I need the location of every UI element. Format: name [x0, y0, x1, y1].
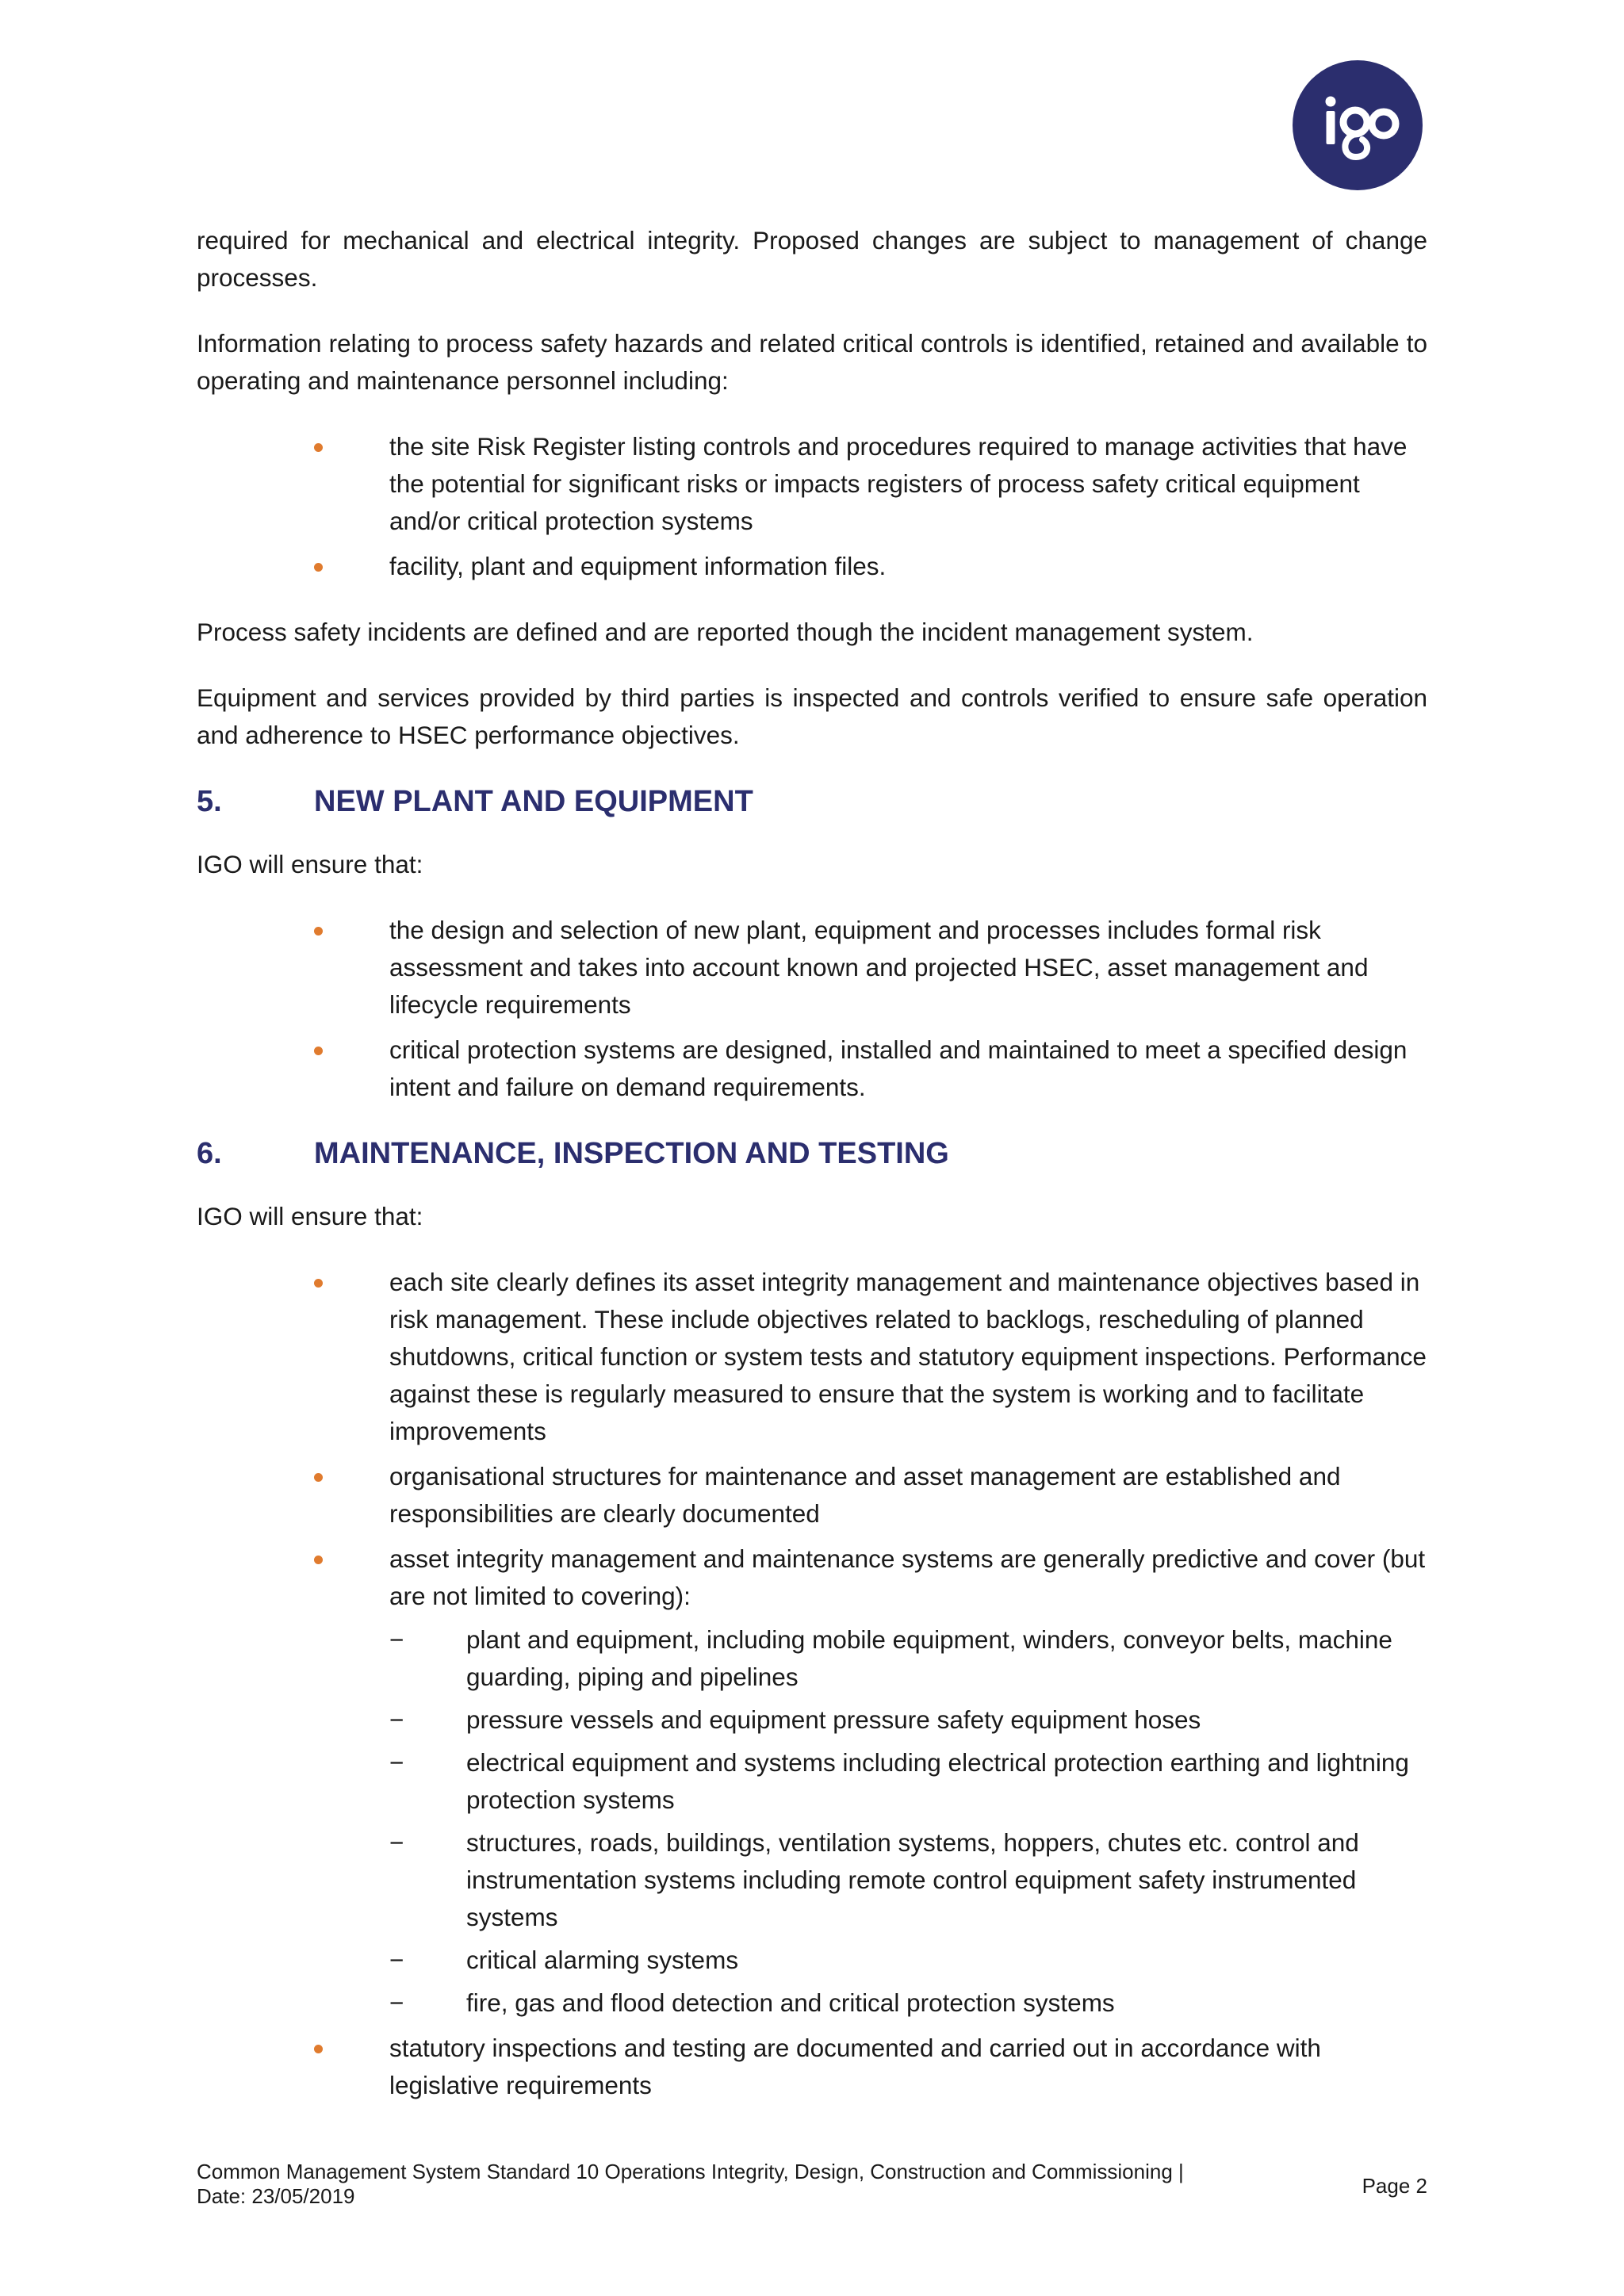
list-item — [197, 2030, 1427, 2104]
list-item-text: the site Risk Register listing controls and procedures required to manage activities that have the potential for significant risks or impacts registers of process safety critical equipment and/or critical protection systems — [389, 432, 1408, 535]
footer-document-info — [197, 2160, 1291, 2209]
list-item-text: asset integrity management and maintenance systems are generally predictive and cover (but are not limited to covering): — [389, 1544, 1426, 1610]
page-footer — [197, 2160, 1427, 2209]
section-5-lead: IGO will ensure that: — [197, 850, 423, 878]
bullet-icon — [314, 563, 323, 572]
list-item — [197, 1031, 1427, 1106]
list-item — [197, 1540, 1427, 2022]
dash-icon: − — [389, 1946, 404, 1974]
list-item-text: organisational structures for maintenance and asset management are established and responsibilities are clearly documented — [389, 1462, 1341, 1528]
bullet-icon — [314, 1047, 323, 1055]
list-item-text: facility, plant and equipment information files. — [389, 552, 887, 580]
sub-list-item — [389, 1824, 1427, 1936]
bullet-icon — [314, 1556, 323, 1564]
section-number: 5. — [197, 785, 222, 818]
bullet-icon — [314, 927, 323, 936]
bullet-icon — [314, 1279, 323, 1288]
section-6-bullet-list — [197, 1264, 1427, 2104]
sub-item-list — [389, 1621, 1427, 2022]
sub-list-item — [389, 1984, 1427, 2022]
list-item — [197, 548, 1427, 585]
dash-icon: − — [389, 1625, 404, 1654]
bullet-icon — [314, 2045, 323, 2053]
bullet-icon — [314, 443, 323, 452]
dash-icon: − — [389, 1748, 404, 1777]
list-item — [197, 1458, 1427, 1533]
igo-logo-mark — [1310, 78, 1405, 173]
section-6-lead: IGO will ensure that: — [197, 1202, 423, 1230]
dash-icon: − — [389, 1988, 404, 2017]
sub-item-text: fire, gas and flood detection and critical protection systems — [466, 1988, 1115, 2017]
bullet-icon — [314, 1473, 323, 1482]
intro-paragraph-2: Information relating to process safety hazards and related critical controls is identified, retained and available to operating and maintenance personnel including: — [197, 329, 1427, 395]
list-item-text: the design and selection of new plant, equipment and processes includes formal risk assessment and takes into account known and projected HSEC, asset management and lifecycle requirements — [389, 916, 1369, 1019]
igo-logo — [1293, 60, 1423, 190]
sub-list-item — [389, 1942, 1427, 1979]
page-number: Page 2 — [1362, 2174, 1427, 2198]
list-item — [197, 428, 1427, 540]
sub-item-text: plant and equipment, including mobile equipment, winders, conveyor belts, machine guarding, piping and pipelines — [466, 1625, 1392, 1691]
info-bullet-list — [197, 428, 1427, 585]
dash-icon: − — [389, 1705, 404, 1734]
section-5-heading — [197, 783, 1427, 821]
sub-item-text: structures, roads, buildings, ventilation systems, hoppers, chutes etc. control and instrumentation systems including remote control equipment safety instrumented systems — [466, 1828, 1359, 1931]
list-item-text: statutory inspections and testing are documented and carried out in accordance with legislative requirements — [389, 2034, 1321, 2099]
sub-item-text: electrical equipment and systems including electrical protection earthing and lightning protection systems — [466, 1748, 1409, 1814]
third-parties-paragraph: Equipment and services provided by third parties is inspected and controls verified to ensure safe operation and adherence to HSEC performance objectives. — [197, 683, 1427, 749]
section-6-heading — [197, 1135, 1427, 1173]
sub-item-text: pressure vessels and equipment pressure safety equipment hoses — [466, 1705, 1201, 1734]
incidents-paragraph: Process safety incidents are defined and are reported though the incident management system. — [197, 618, 1254, 646]
intro-paragraph-1: required for mechanical and electrical integrity. Proposed changes are subject to management of change processes. — [197, 226, 1427, 292]
footer-title: Common Management System Standard 10 Operations Integrity, Design, Construction and Commissioning | — [197, 2160, 1184, 2183]
sub-list-item — [389, 1744, 1427, 1819]
section-title: MAINTENANCE, INSPECTION AND TESTING — [314, 1137, 949, 1170]
sub-item-text: critical alarming systems — [466, 1946, 739, 1974]
sub-list-item — [389, 1701, 1427, 1739]
page-content — [197, 222, 1427, 2133]
list-item-text: each site clearly defines its asset integrity management and maintenance objectives based in risk management. These include objectives related to backlogs, rescheduling of planned shutdowns, critical function or system tests and statutory equipment inspections. Performance against these is regularly measured to ensure that the system is working and to facilitate improvements — [389, 1268, 1427, 1445]
section-5-bullet-list — [197, 912, 1427, 1106]
list-item — [197, 1264, 1427, 1450]
section-title: NEW PLANT AND EQUIPMENT — [314, 785, 753, 818]
footer-date: Date: 23/05/2019 — [197, 2184, 355, 2208]
list-item — [197, 912, 1427, 1024]
dash-icon: − — [389, 1828, 404, 1857]
section-number: 6. — [197, 1137, 222, 1170]
list-item-text: critical protection systems are designed, installed and maintained to meet a specified design intent and failure on demand requirements. — [389, 1035, 1408, 1101]
sub-list-item — [389, 1621, 1427, 1696]
